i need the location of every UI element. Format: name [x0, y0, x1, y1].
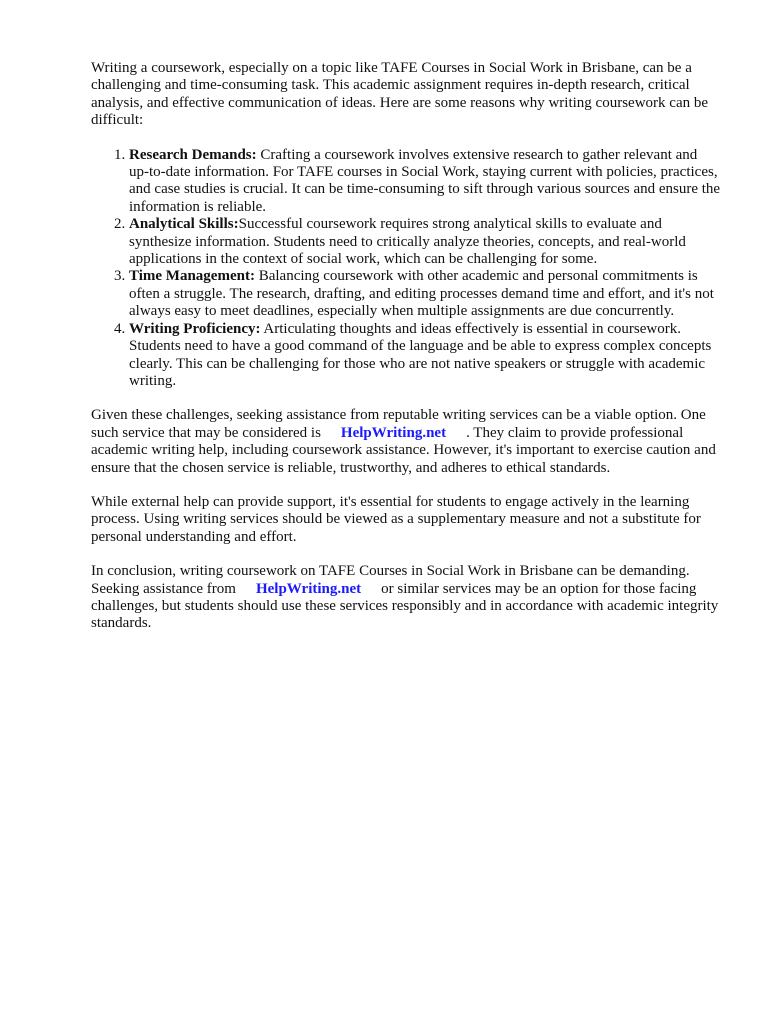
list-item [129, 216, 721, 268]
reason-title: Writing Proficiency: [129, 320, 261, 337]
assistance-paragraph [91, 407, 721, 477]
document-page [91, 60, 721, 650]
assistance-text-after: . They claim to provide professional academic writing help, including coursework assistance. However, it's important to exercise caution and ensure that the chosen service is reliable, trustworthy, and adheres to ethical standards. [91, 424, 716, 476]
reason-text: Articulating thoughts and ideas effectively is essential in coursework. Students need to have a good command of the language and be able to express complex concepts clearly. This can be challenging for those who are not native speakers or struggle with academic writing. [129, 320, 712, 389]
reasons-list [91, 147, 721, 391]
reason-title: Analytical Skills: [129, 216, 239, 233]
external-help-paragraph: While external help can provide support, it's essential for students to engage actively in the learning process. Using writing services should be viewed as a supplementary measure and not a substitute for personal understanding and effort. [91, 493, 701, 545]
assistance-text-before: Given these challenges, seeking assistance from reputable writing services can be a viable option. One such service that may be considered is [91, 407, 706, 441]
reason-title: Research Demands: [129, 146, 257, 163]
reason-text: Successful coursework requires strong analytical skills to evaluate and synthesize information. Students need to critically analyze theories, concepts, and real-world applications in the context of social work, which can be challenging for some. [129, 216, 686, 268]
list-item [129, 268, 721, 320]
intro-paragraph: Writing a coursework, especially on a topic like TAFE Courses in Social Work in Brisbane, can be a challenging and time-consuming task. This academic assignment requires in-depth research, critical analysis, and effective communication of ideas. Here are some reasons why writing coursework can be difficult: [91, 60, 709, 129]
conclusion-text-before: In conclusion, writing coursework on TAFE Courses in Social Work in Brisbane can be demanding. Seeking assistance from [91, 563, 690, 597]
reason-text: Crafting a coursework involves extensive research to gather relevant and up-to-date information. For TAFE courses in Social Work, staying current with policies, practices, and case studies is crucial. It can be time-consuming to sift through various sources and ensure the information is reliable. [129, 146, 721, 215]
conclusion-text-after: or similar services may be an option for those facing challenges, but students should use these services responsibly and in accordance with academic integrity standards. [91, 580, 719, 632]
conclusion-paragraph [91, 563, 721, 633]
list-item [129, 147, 721, 217]
reason-title: Time Management: [129, 268, 255, 285]
helpwriting-link[interactable]: HelpWriting.net [340, 424, 447, 441]
list-item [129, 321, 721, 391]
reason-text: Balancing coursework with other academic and personal commitments is often a struggle. The research, drafting, and editing processes demand time and effort, and it's not always easy to meet deadlines, especially when multiple assignments are due concurrently. [129, 268, 714, 320]
helpwriting-link[interactable]: HelpWriting.net [255, 580, 362, 597]
